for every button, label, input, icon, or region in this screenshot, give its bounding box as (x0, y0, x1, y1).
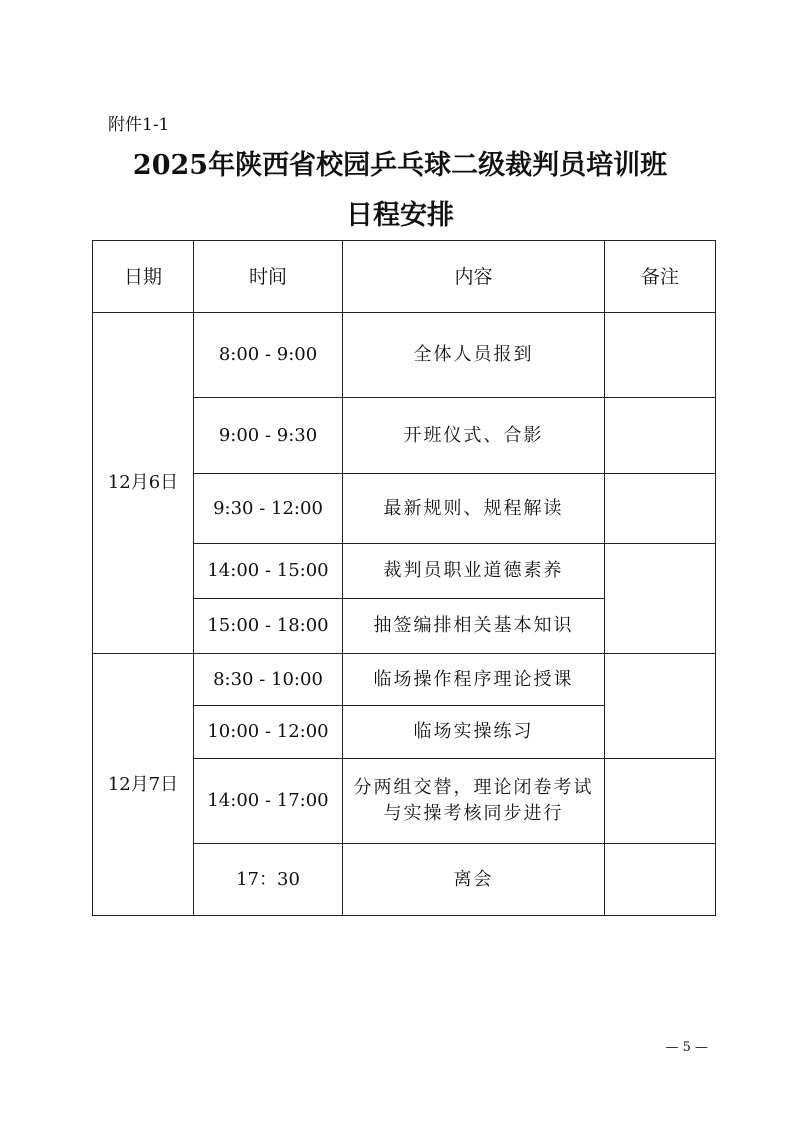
schedule-table (92, 240, 716, 916)
time-cell: 9:00 - 9:30 (194, 398, 343, 474)
time-cell: 8:30 - 10:00 (194, 654, 343, 706)
content-cell: 抽签编排相关基本知识 (343, 599, 605, 654)
time-cell: 14:00 - 15:00 (194, 544, 343, 599)
time-cell: 14:00 - 17:00 (194, 759, 343, 844)
date-cell: 12月6日 (93, 313, 194, 654)
table-header-row (93, 241, 716, 313)
note-cell (605, 313, 716, 398)
content-cell: 临场操作程序理论授课 (343, 654, 605, 706)
content-cell: 最新规则、规程解读 (343, 474, 605, 544)
content-cell: 临场实操练习 (343, 706, 605, 759)
table-row (93, 313, 716, 398)
header-time: 时间 (194, 241, 343, 313)
note-cell (605, 759, 716, 844)
page-number: — 5 — (665, 1040, 708, 1055)
note-cell (605, 544, 716, 654)
attachment-label: 附件1-1 (108, 115, 170, 135)
note-cell (605, 398, 716, 474)
content-cell: 离会 (343, 844, 605, 916)
content-cell: 开班仪式、合影 (343, 398, 605, 474)
date-cell: 12月7日 (93, 654, 194, 916)
time-cell: 10:00 - 12:00 (194, 706, 343, 759)
time-cell: 15:00 - 18:00 (194, 599, 343, 654)
note-cell (605, 474, 716, 544)
header-content: 内容 (343, 241, 605, 313)
time-cell: 17：30 (194, 844, 343, 916)
time-cell: 8:00 - 9:00 (194, 313, 343, 398)
content-cell: 分两组交替，理论闭卷考试与实操考核同步进行 (343, 759, 605, 844)
header-note: 备注 (605, 241, 716, 313)
header-date: 日期 (93, 241, 194, 313)
note-cell (605, 654, 716, 759)
note-cell (605, 844, 716, 916)
document-title: 2025年陕西省校园乒乓球二级裁判员培训班 (132, 150, 668, 181)
time-cell: 9:30 - 12:00 (194, 474, 343, 544)
table-row (93, 654, 716, 706)
document-subtitle: 日程安排 (346, 200, 454, 231)
content-cell: 裁判员职业道德素养 (343, 544, 605, 599)
content-cell: 全体人员报到 (343, 313, 605, 398)
